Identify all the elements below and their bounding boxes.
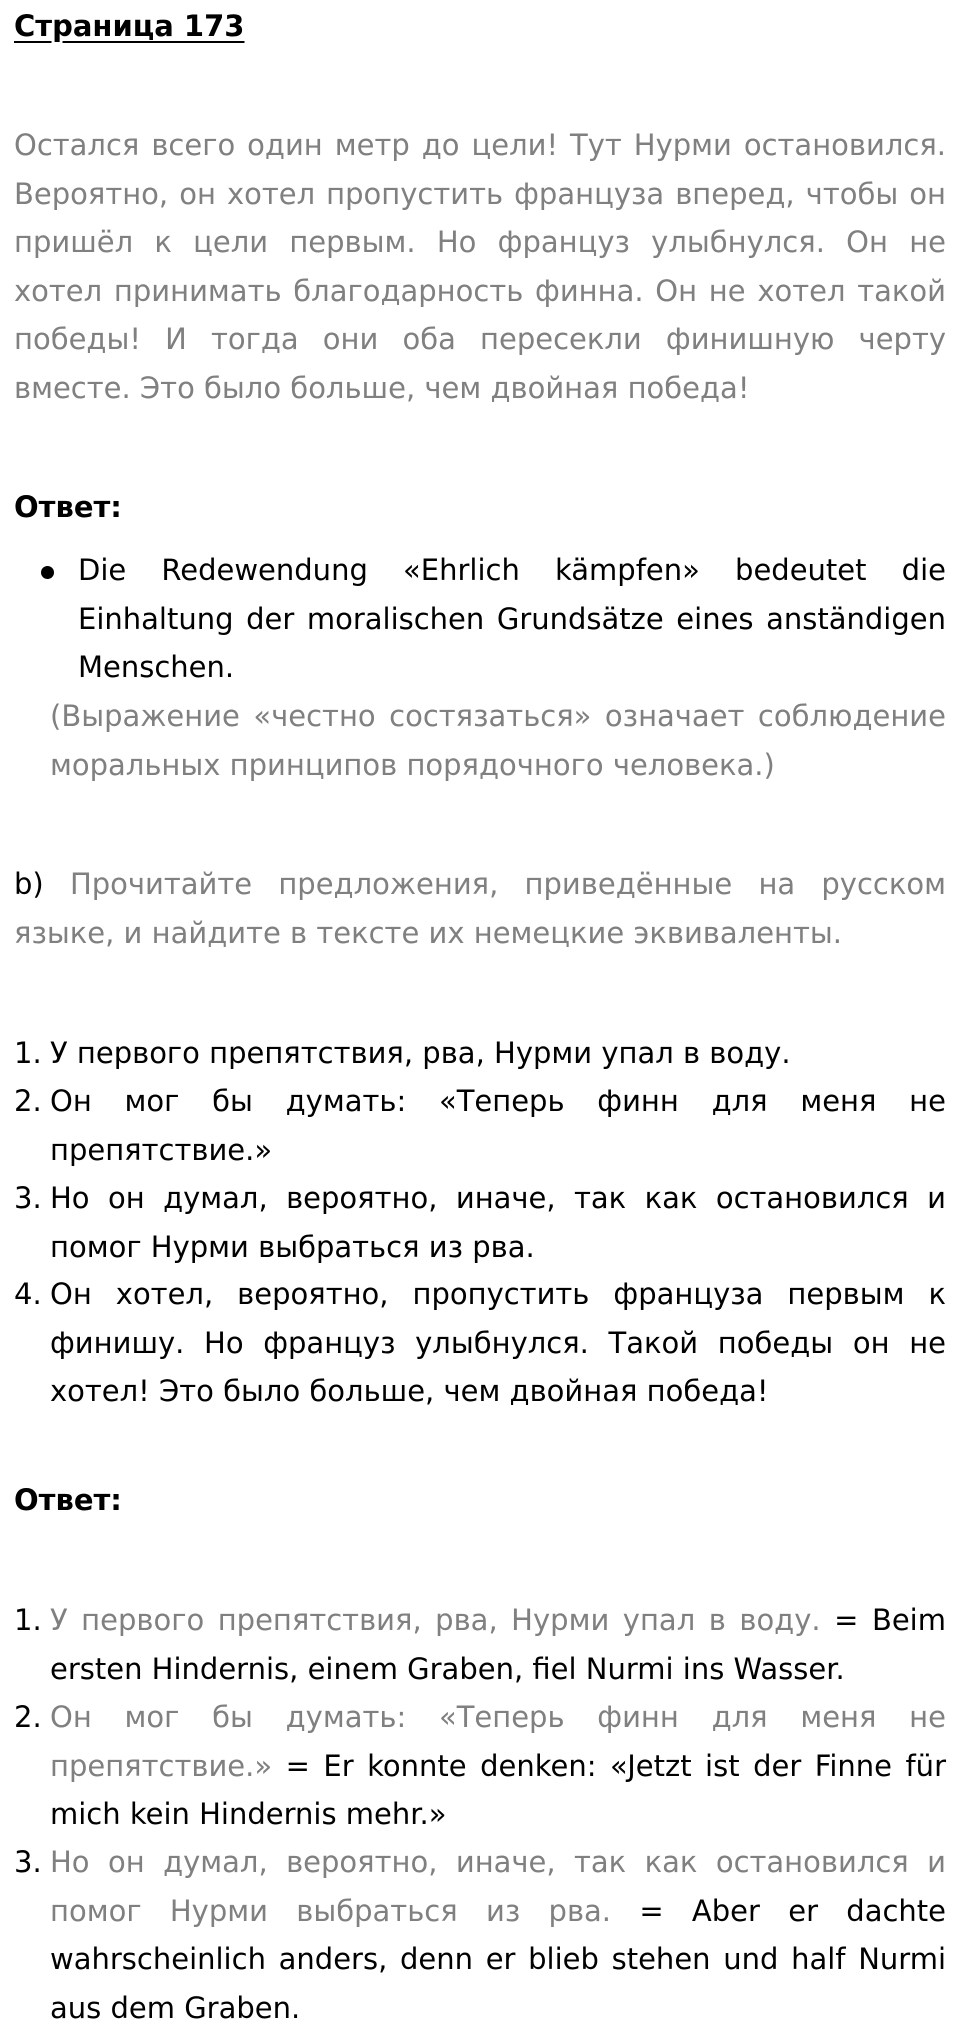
task-b [14,860,946,957]
answer-translation: (Выражение «честно состязаться» означает соблюдение моральных принципов порядочного человека.) [50,699,946,782]
task-item-text: Но он думал, вероятно, иначе, так как остановился и помог Нурми выбраться из рва. [50,1181,946,1264]
answer-heading-1: Ответ: [14,490,122,524]
intro-paragraph: Остался всего один метр до цели! Тут Нурми остановился. Вероятно, он хотел пропустить француза вперед, чтобы он пришёл к цели первым. Но француз улыбнулся. Он не хотел принимать благодарность финна. Он не хотел такой победы! И тогда они оба пересекли финишную черту вместе. Это было больше, чем двойная победа! [14,128,946,405]
answer-item-de: = Aber er dachte wahrscheinlich anders, denn er blieb stehen und half Nurmi aus dem Graben. [50,1893,946,2025]
answer-item-ru: Он мог бы думать: «Теперь финн для меня не препятствие.» [50,1700,946,1783]
answer-heading-2: Ответ: [14,1483,122,1517]
bullet-icon [41,566,54,579]
task-b-label: b) [14,867,44,901]
answer-item-number: 3. [14,1845,42,1879]
answer-item-ru: Но он думал, вероятно, иначе, так как остановился и помог Нурми выбраться из рва. [50,1845,946,1928]
task-item-text: Он мог бы думать: «Теперь финн для меня не препятствие.» [50,1084,946,1167]
task-item-number: 1. [14,1036,42,1070]
answer-item-de: = Beim ersten Hindernis, einem Graben, fiel Nurmi ins Wasser. [50,1603,946,1686]
answer-item-de: = Er konnte denken: «Jetzt ist der Finne für mich kein Hindernis mehr.» [50,1748,946,1831]
task-item-number: 2. [14,1084,42,1118]
task-item-text: У первого препятствия, рва, Нурми упал в воду. [50,1036,791,1070]
answer-item-number: 1. [14,1603,42,1637]
answer-item-text [50,1838,946,2032]
answer-item-ru: У первого препятствия, рва, Нурми упал в воду. [50,1603,821,1637]
page-title: Страница 173 [14,9,245,43]
answer-bullet-text: Die Redewendung «Ehrlich kämpfen» bedeutet die Einhaltung der moralischen Grundsätze eines anständigen Menschen. [78,553,946,684]
task-b-instruction: Прочитайте предложения, приведённые на русском языке, и найдите в тексте их немецкие эквиваленты. [14,867,946,950]
task-item-text: Он хотел, вероятно, пропустить француза первым к финишу. Но француз улыбнулся. Такой победы он не хотел! Это было больше, чем двойная победа! [50,1277,946,1408]
answer-item-text [50,1693,946,1839]
answer-bullet-item [14,546,946,782]
task-item-number: 3. [14,1181,42,1215]
answer-item-text [50,1596,946,1693]
task-item-number: 4. [14,1277,42,1311]
answer-item-number: 2. [14,1700,42,1734]
